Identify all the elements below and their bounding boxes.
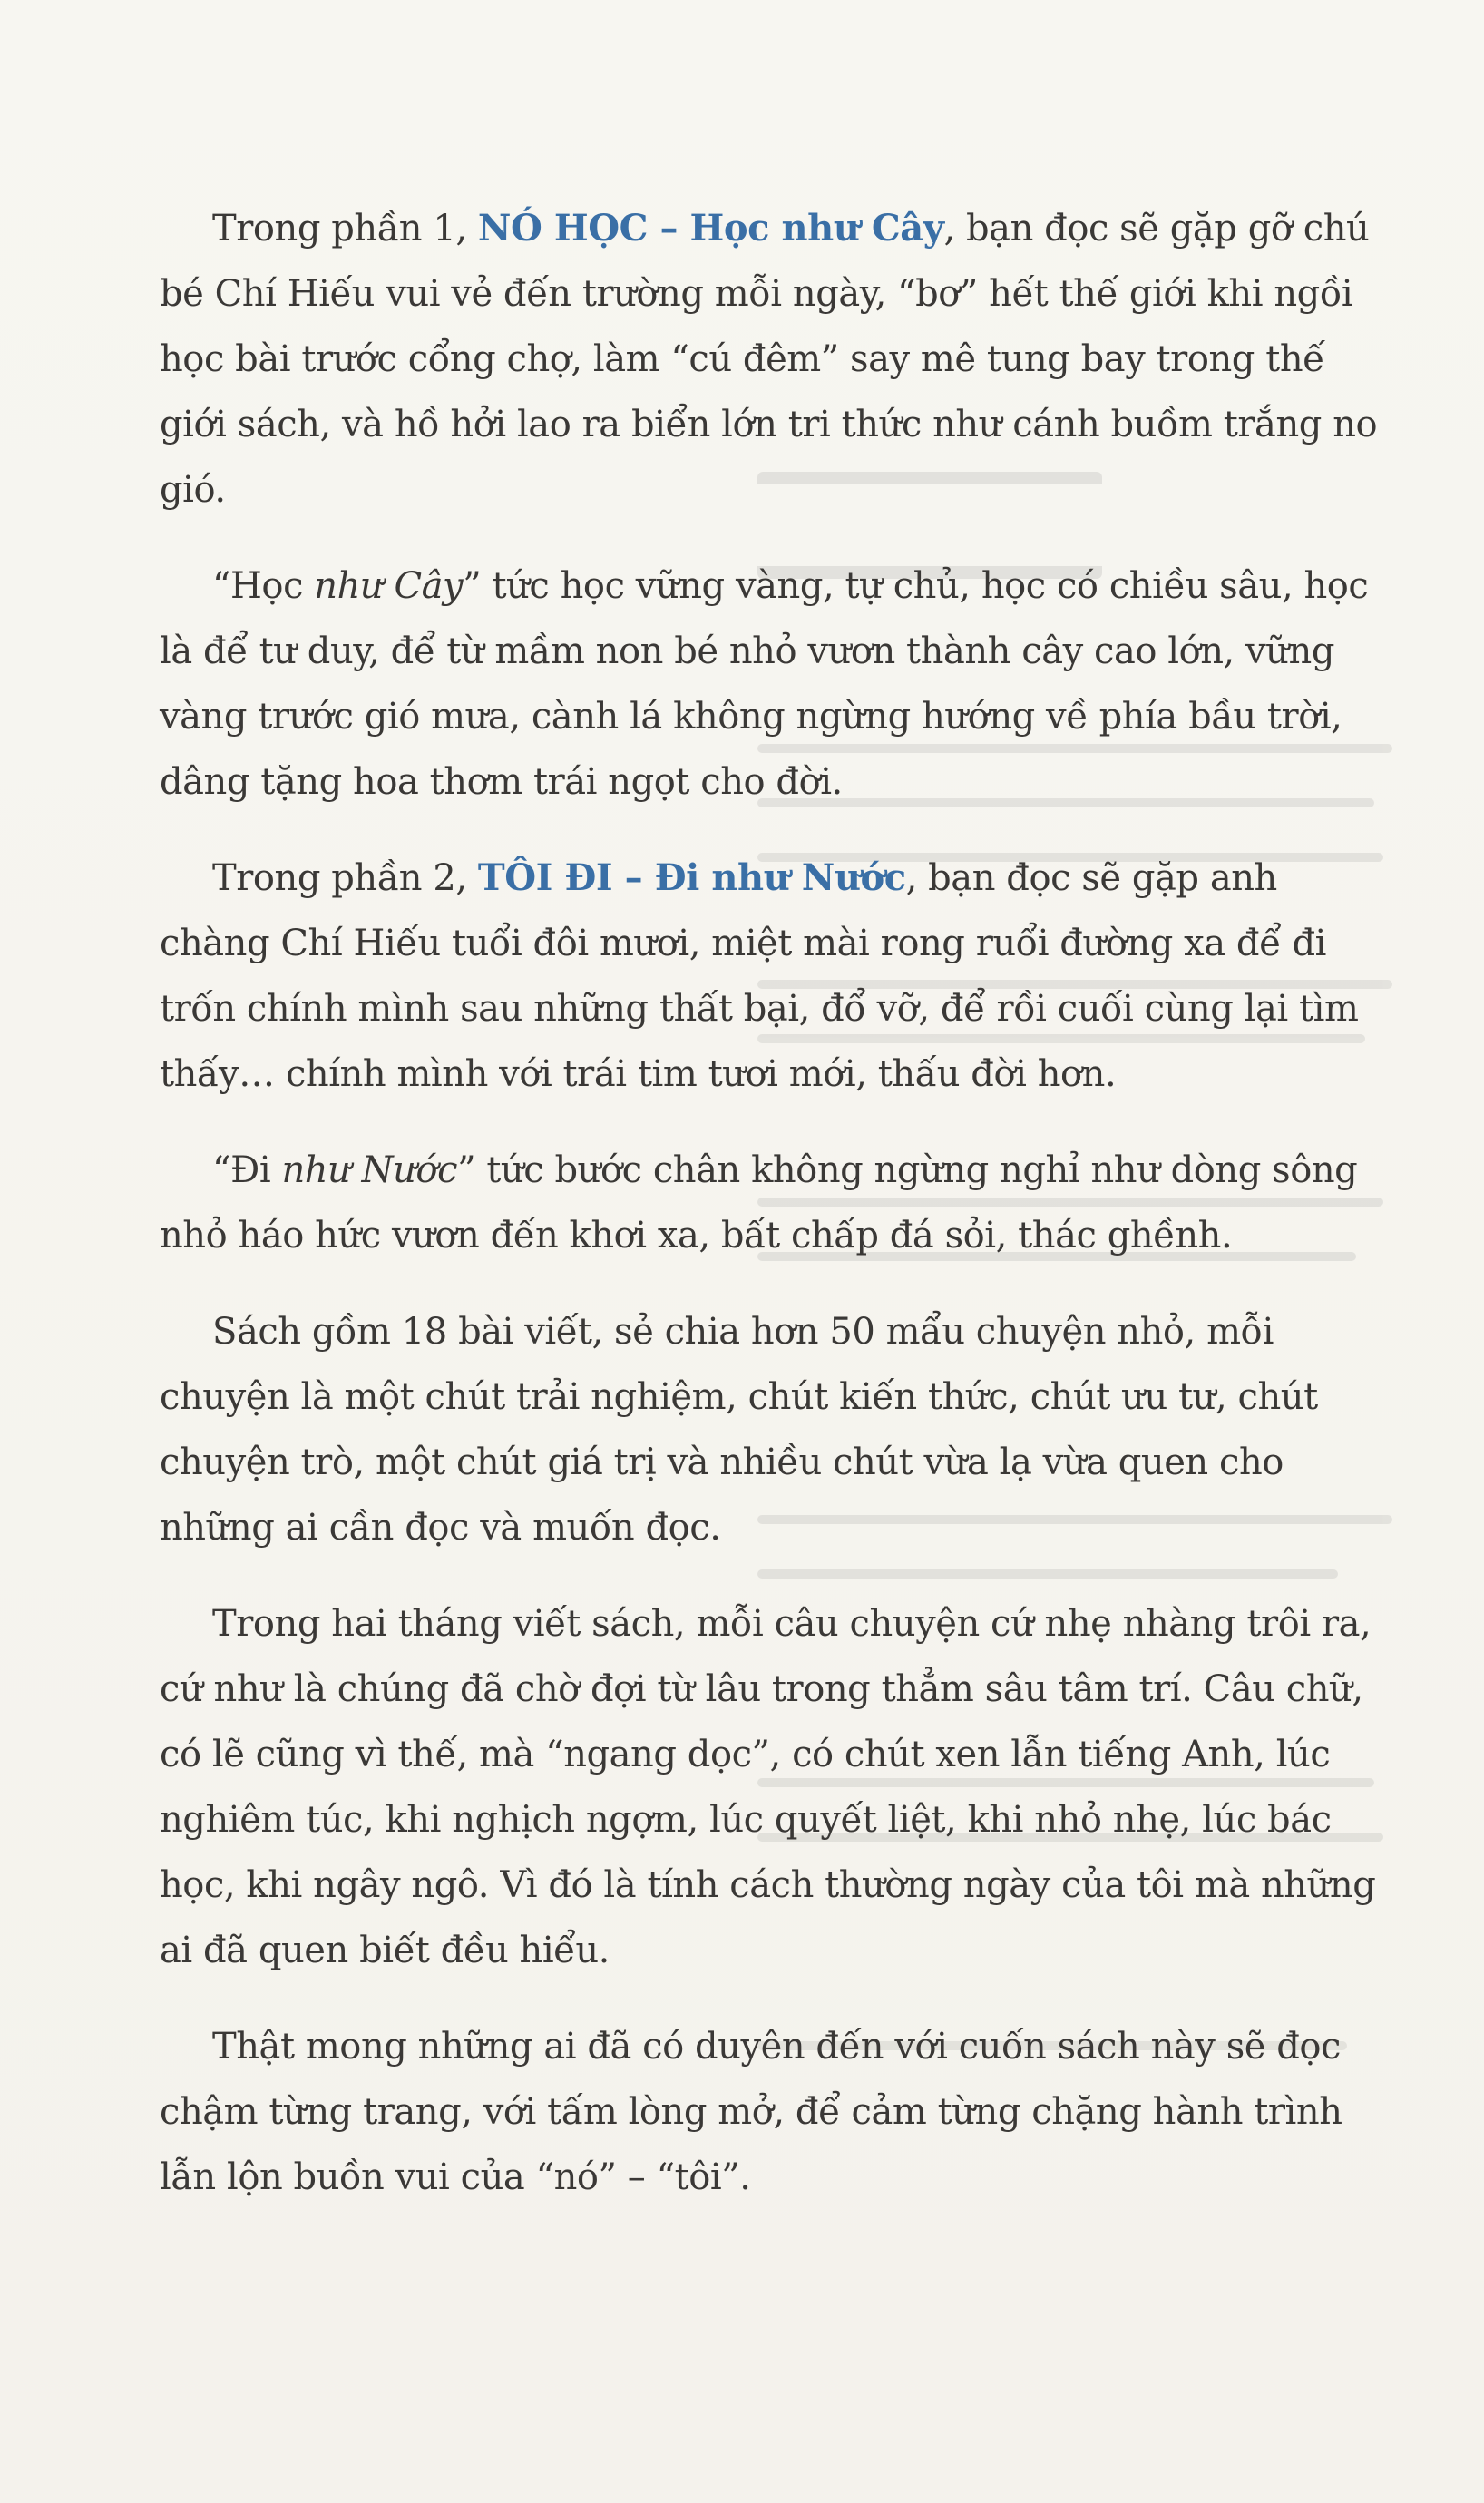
paragraph — [160, 1299, 1384, 1560]
text-segment: “Học — [212, 565, 315, 607]
text-segment: Trong hai tháng viết sách, mỗi câu chuyện cứ nhẹ nhàng trôi ra, cứ như là chúng đã chờ đợi từ lâu trong thẳm sâu tâm trí. Câu chữ, có lẽ cũng vì thế, mà “ngang dọc”, có chút xen lẫn tiếng Anh, lúc nghiêm túc, khi nghịch ngợm, lúc quyết liệt, khi nhỏ nhẹ, lúc bác học, khi ngây ngô. Vì đó là tính cách thường ngày của tôi mà những ai đã quen biết đều hiểu. — [160, 1603, 1376, 1971]
section-title: TÔI ĐI – Đi như Nước — [477, 856, 906, 899]
text-segment: Trong phần 2, — [212, 857, 478, 899]
italic-phrase: như Cây — [314, 565, 464, 607]
text-segment: “Đi — [212, 1149, 282, 1191]
italic-phrase: như Nước — [281, 1149, 458, 1191]
paragraph — [160, 553, 1384, 815]
paragraph — [160, 846, 1384, 1107]
body-text — [160, 196, 1384, 2241]
text-segment: ” tức học vững vàng, tự chủ, học có chiều sâu, học là để tư duy, để từ mầm non bé nhỏ vươn thành cây cao lớn, vững vàng trước gió mưa, cành lá không ngừng hướng về phía bầu trời, dâng tặng hoa thơm trái ngọt cho đời. — [160, 565, 1369, 803]
paragraph — [160, 1591, 1384, 1983]
paragraph — [160, 2014, 1384, 2210]
text-segment: Thật mong những ai đã có duyên đến với cuốn sách này sẽ đọc chậm từng trang, với tấm lòng mở, để cảm từng chặng hành trình lẫn lộn buồn vui của “nó” – “tôi”. — [160, 2026, 1342, 2198]
text-segment: , bạn đọc sẽ gặp gỡ chú bé Chí Hiếu vui vẻ đến trường mỗi ngày, “bơ” hết thế giới khi ngồi học bài trước cổng chợ, làm “cú đêm” say mê tung bay trong thế giới sách, và hồ hởi lao ra biển lớn tri thức như cánh buồm trắng no gió. — [160, 208, 1378, 511]
paragraph — [160, 196, 1384, 523]
text-segment: , bạn đọc sẽ gặp anh chàng Chí Hiếu tuổi đôi mươi, miệt mài rong ruổi đường xa để đi trốn chính mình sau những thất bại, đổ vỡ, để rồi cuối cùng lại tìm thấy… chính mình với trái tim tươi mới, thấu đời hơn. — [160, 857, 1359, 1095]
text-segment: ” tức bước chân không ngừng nghỉ như dòng sông nhỏ háo hức vươn đến khơi xa, bất chấp đá sỏi, thác ghềnh. — [160, 1149, 1358, 1256]
paragraph — [160, 1138, 1384, 1268]
section-title: NÓ HỌC – Học như Cây — [477, 207, 944, 249]
text-segment: Trong phần 1, — [212, 208, 478, 249]
text-segment: Sách gồm 18 bài viết, sẻ chia hơn 50 mẩu chuyện nhỏ, mỗi chuyện là một chút trải nghiệm, chút kiến thức, chút ưu tư, chút chuyện trò, một chút giá trị và nhiều chút vừa lạ vừa quen cho những ai cần đọc và muốn đọc. — [160, 1311, 1318, 1549]
